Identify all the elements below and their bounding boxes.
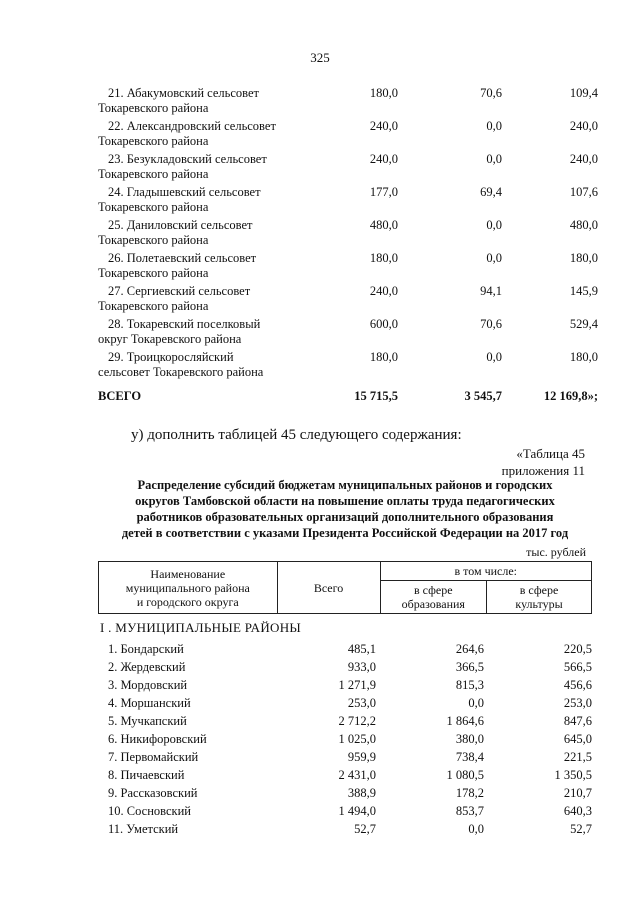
column-header-culture: в сфере культуры bbox=[487, 581, 592, 614]
total-value: 1 025,0 bbox=[338, 732, 376, 746]
municipality-name: 28. Токаревский поселковый округ Токаревского района bbox=[98, 317, 261, 346]
district-name: 8. Пичаевский bbox=[108, 768, 185, 782]
culture-value: 12 169,8»; bbox=[543, 389, 598, 403]
table-row bbox=[108, 640, 592, 658]
subsidy-table-continuation bbox=[98, 86, 598, 404]
municipality-name: 25. Даниловский сельсовет Токаревского района bbox=[98, 218, 253, 247]
education-value: 178,2 bbox=[455, 786, 484, 800]
table-row bbox=[98, 317, 598, 350]
column-header-education: в сфере образования bbox=[380, 581, 487, 614]
education-value: 738,4 bbox=[455, 750, 484, 764]
municipality-name: 24. Гладышевский сельсовет Токаревского района bbox=[98, 185, 261, 214]
table-row bbox=[108, 676, 592, 694]
culture-value: 210,7 bbox=[563, 786, 592, 800]
education-value: 380,0 bbox=[455, 732, 484, 746]
culture-value: 180,0 bbox=[569, 251, 598, 265]
education-value: 3 545,7 bbox=[464, 389, 502, 403]
total-value: 180,0 bbox=[369, 251, 398, 265]
total-value: 180,0 bbox=[369, 86, 398, 100]
culture-value: 107,6 bbox=[569, 185, 598, 199]
culture-value: 253,0 bbox=[563, 696, 592, 710]
table-row bbox=[98, 350, 598, 383]
municipality-name: 27. Сергиевский сельсовет Токаревского района bbox=[98, 284, 251, 313]
table-row bbox=[108, 784, 592, 802]
total-value: 959,9 bbox=[347, 750, 376, 764]
table-row bbox=[108, 712, 592, 730]
culture-value: 1 350,5 bbox=[554, 768, 592, 782]
table-reference: «Таблица 45 приложения 11 bbox=[501, 446, 585, 478]
units-label: тыс. рублей bbox=[526, 545, 586, 559]
total-value: 253,0 bbox=[347, 696, 376, 710]
education-value: 853,7 bbox=[455, 804, 484, 818]
table-row bbox=[108, 730, 592, 748]
table-row bbox=[98, 251, 598, 284]
culture-value: 145,9 bbox=[569, 284, 598, 298]
total-value: 933,0 bbox=[347, 660, 376, 674]
table-row bbox=[108, 802, 592, 820]
education-value: 0,0 bbox=[486, 119, 502, 133]
section-heading: I . МУНИЦИПАЛЬНЫЕ РАЙОНЫ bbox=[100, 620, 302, 635]
total-label: ВСЕГО bbox=[98, 389, 142, 403]
total-value: 480,0 bbox=[369, 218, 398, 232]
municipality-name: 22. Александровский сельсовет Токаревского района bbox=[98, 119, 276, 148]
table-title: Распределение субсидий бюджетам муниципальных районов и городских округов Тамбовской области на повышение оплаты труда педагогических работников образовательных организаций дополнительного образования детей в соответствии с указами Президента Российской Федерации на 2017 год bbox=[121, 478, 569, 540]
district-name: 1. Бондарский bbox=[108, 642, 184, 656]
culture-value: 566,5 bbox=[563, 660, 592, 674]
districts-table bbox=[108, 640, 592, 838]
total-value: 15 715,5 bbox=[354, 389, 398, 403]
culture-value: 640,3 bbox=[563, 804, 592, 818]
table-row bbox=[98, 185, 598, 218]
total-value: 2 712,2 bbox=[338, 714, 376, 728]
column-header-including: в том числе: bbox=[380, 562, 591, 581]
total-value: 52,7 bbox=[354, 822, 376, 836]
table-row bbox=[108, 658, 592, 676]
total-value: 240,0 bbox=[369, 284, 398, 298]
table-header bbox=[98, 561, 592, 614]
total-value: 600,0 bbox=[369, 317, 398, 331]
district-name: 3. Мордовский bbox=[108, 678, 188, 692]
total-value: 180,0 bbox=[369, 350, 398, 364]
district-name: 7. Первомайский bbox=[108, 750, 199, 764]
education-value: 815,3 bbox=[455, 678, 484, 692]
education-value: 70,6 bbox=[480, 317, 502, 331]
total-value: 1 271,9 bbox=[338, 678, 376, 692]
table-row bbox=[108, 694, 592, 712]
culture-value: 240,0 bbox=[569, 119, 598, 133]
total-value: 1 494,0 bbox=[338, 804, 376, 818]
culture-value: 220,5 bbox=[563, 642, 592, 656]
education-value: 0,0 bbox=[486, 350, 502, 364]
total-value: 240,0 bbox=[369, 152, 398, 166]
district-name: 11. Уметский bbox=[108, 822, 179, 836]
education-value: 1 080,5 bbox=[446, 768, 484, 782]
education-value: 0,0 bbox=[486, 251, 502, 265]
column-header-total: Всего bbox=[277, 562, 380, 614]
education-value: 70,6 bbox=[480, 86, 502, 100]
municipality-name: 29. Троицкоросляйский сельсовет Токаревского района bbox=[98, 350, 264, 379]
education-value: 0,0 bbox=[486, 218, 502, 232]
table-row bbox=[98, 119, 598, 152]
district-name: 5. Мучкапский bbox=[108, 714, 187, 728]
district-name: 2. Жердевский bbox=[108, 660, 186, 674]
total-row bbox=[98, 383, 598, 404]
culture-value: 52,7 bbox=[570, 822, 592, 836]
municipality-name: 21. Абакумовский сельсовет Токаревского района bbox=[98, 86, 259, 115]
education-value: 0,0 bbox=[468, 696, 484, 710]
column-header-name: Наименование муниципального района и городского округа bbox=[99, 562, 278, 614]
table-row bbox=[108, 748, 592, 766]
total-value: 388,9 bbox=[347, 786, 376, 800]
culture-value: 109,4 bbox=[569, 86, 598, 100]
total-value: 2 431,0 bbox=[338, 768, 376, 782]
culture-value: 847,6 bbox=[563, 714, 592, 728]
district-name: 6. Никифоровский bbox=[108, 732, 207, 746]
culture-value: 180,0 bbox=[569, 350, 598, 364]
district-name: 10. Сосновский bbox=[108, 804, 191, 818]
total-value: 485,1 bbox=[347, 642, 376, 656]
table-row bbox=[108, 766, 592, 784]
table-row bbox=[108, 820, 592, 838]
education-value: 0,0 bbox=[468, 822, 484, 836]
table-row bbox=[98, 218, 598, 251]
municipality-name: 23. Безукладовский сельсовет Токаревского района bbox=[98, 152, 267, 181]
district-name: 9. Рассказовский bbox=[108, 786, 198, 800]
culture-value: 645,0 bbox=[563, 732, 592, 746]
education-value: 69,4 bbox=[480, 185, 502, 199]
table-row bbox=[98, 152, 598, 185]
culture-value: 240,0 bbox=[569, 152, 598, 166]
district-name: 4. Моршанский bbox=[108, 696, 191, 710]
culture-value: 529,4 bbox=[569, 317, 598, 331]
culture-value: 456,6 bbox=[563, 678, 592, 692]
amendment-text: у) дополнить таблицей 45 следующего содержания: bbox=[131, 427, 462, 443]
education-value: 94,1 bbox=[480, 284, 502, 298]
education-value: 1 864,6 bbox=[446, 714, 484, 728]
page-number: 325 bbox=[310, 50, 330, 65]
total-value: 240,0 bbox=[369, 119, 398, 133]
total-value: 177,0 bbox=[369, 185, 398, 199]
education-value: 0,0 bbox=[486, 152, 502, 166]
culture-value: 221,5 bbox=[563, 750, 592, 764]
municipality-name: 26. Полетаевский сельсовет Токаревского района bbox=[98, 251, 257, 280]
culture-value: 480,0 bbox=[569, 218, 598, 232]
table-row bbox=[98, 86, 598, 119]
education-value: 366,5 bbox=[455, 660, 484, 674]
table-row bbox=[98, 284, 598, 317]
education-value: 264,6 bbox=[455, 642, 484, 656]
